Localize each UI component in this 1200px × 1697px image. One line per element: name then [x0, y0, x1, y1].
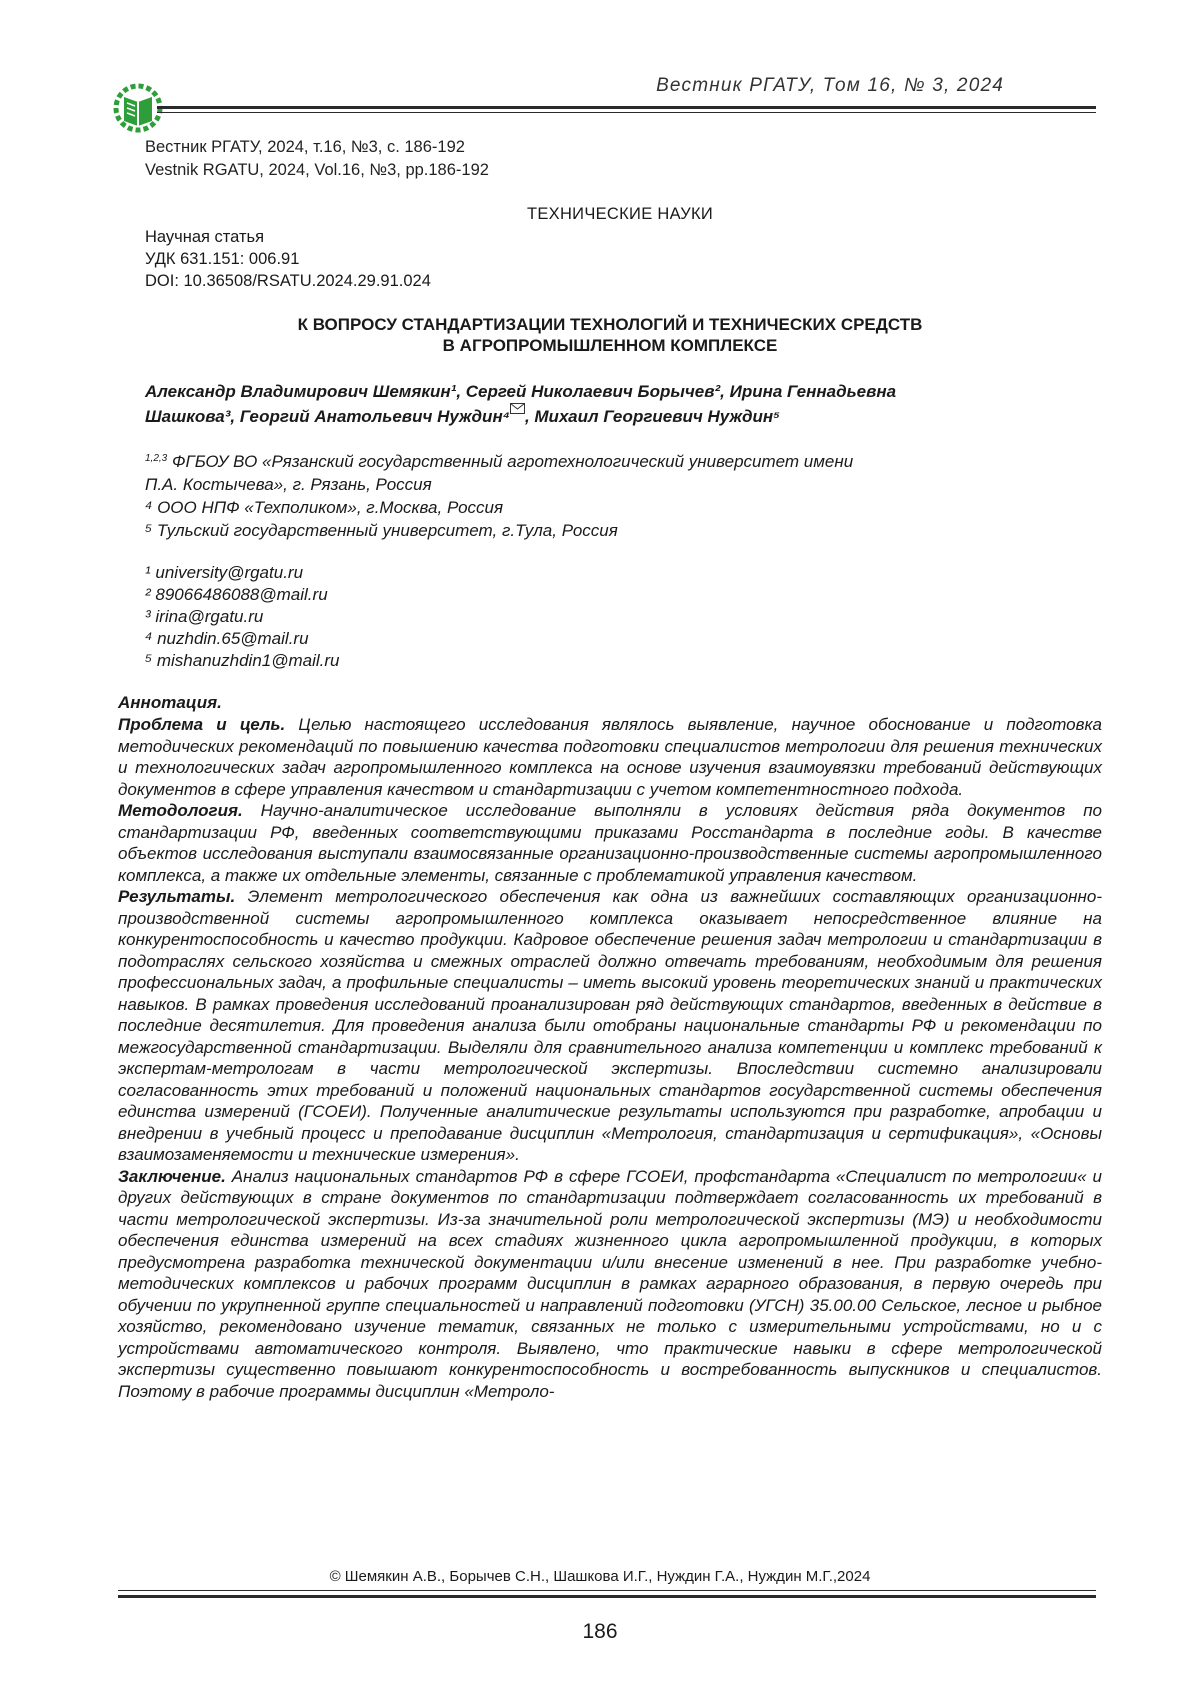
journal-logo-icon: [113, 83, 163, 133]
abstract: [118, 714, 1102, 1402]
abstract-results: [118, 886, 1102, 1166]
citation-ru: Вестник РГАТУ, 2024, т.16, №3, с. 186-192: [145, 138, 465, 156]
authors-line-2b: , Михаил Георгиевич Нуждин⁵: [524, 407, 781, 426]
abstract-label: Заключение.: [118, 1166, 226, 1186]
section-heading: ТЕХНИЧЕСКИЕ НАУКИ: [526, 205, 714, 223]
author-email[interactable]: ⁴ nuzhdin.65@mail.ru: [145, 629, 309, 648]
article-title-line-2: В АГРОПРОМЫШЛЕННОМ КОМПЛЕКСЕ: [442, 336, 778, 355]
author-email[interactable]: ⁵ mishanuzhdin1@mail.ru: [145, 651, 340, 670]
header-rule: [157, 106, 1096, 109]
annotation-heading: Аннотация.: [118, 693, 222, 712]
affiliation-1-cont: П.А. Костычева», г. Рязань, Россия: [145, 475, 432, 494]
footer-rule: [118, 1595, 1096, 1598]
authors-line-2: [145, 403, 1100, 428]
authors-line-1: Александр Владимирович Шемякин¹, Сергей Николаевич Борычев², Ирина Геннадьевна: [145, 382, 897, 401]
doi[interactable]: DOI: 10.36508/RSATU.2024.29.91.024: [145, 272, 431, 290]
abstract-label: Проблема и цель.: [118, 715, 286, 734]
article-title: [120, 314, 1100, 356]
affiliation-1: [145, 452, 853, 472]
affiliation-1-text: ФГБОУ ВО «Рязанский государственный агротехнологический университет имени: [167, 452, 854, 471]
affiliation-3: ⁵ Тульский государственный университет, г.Тула, Россия: [145, 521, 618, 540]
header-rule-thin: [157, 112, 1096, 113]
abstract-problem: [118, 714, 1102, 800]
abstract-text: Элемент метрологического обеспечения как одна из важнейших составляющих организационно-производственной системы агропромышленного комплекса оказывает непосредственное влияние на конкурентоспособность и качество продукции. Кадровое обеспечение решения задач метрологии и стандартизации в подотраслях сельского хозяйства и смежных отраслей должно отвечать требованиям, необходимым для решения профессиональных задач, а профильные специалисты – иметь высокий уровень теоретических знаний и практических навыков. В рамках проведения исследований проанализирован ряд действующих стандартов, введенных в действие в последние десятилетия. Для проведения анализа были отобраны национальные стандарты РФ и рекомендации по межгосударственной стандартизации. Выделяли для сравнительного анализа компетенции и комплекс требований к экспертам-метрологам в части метрологической экспертизы. Впоследствии системно анализировали согласованность этих требований и положений национальных стандартов государственной системы обеспечения единства измерений (ГСОЕИ). Полученные аналитические результаты используются при разработке, апробации и внедрении в учебный процесс и преподавание дисциплин «Метрология, стандартизация и сертификация», «Основы взаимозаменяемости и технические измерения».: [118, 887, 1102, 1164]
author-email[interactable]: ¹ university@rgatu.ru: [145, 563, 304, 582]
abstract-methodology: [118, 800, 1102, 886]
author-email[interactable]: ³ irina@rgatu.ru: [145, 607, 264, 626]
affiliation-2: ⁴ ООО НПФ «Техполиком», г.Москва, Россия: [145, 498, 504, 517]
author-email[interactable]: ² 89066486088@mail.ru: [145, 585, 328, 604]
abstract-label: Методология.: [118, 801, 243, 820]
abstract-text: Научно-аналитическое исследование выполняли в условиях действия ряда документов по стандартизации РФ, введенных соответствующими приказами Росстандарта в последние годы. В качестве объектов исследования выступали взаимосвязанные организационно-производственные системы агропромышленного комплекса, а также их отдельные элементы, связанные с проблематикой управления качеством.: [118, 801, 1102, 885]
envelope-icon: [510, 403, 525, 414]
abstract-text: Анализ национальных стандартов РФ в сфере ГСОЕИ, профстандарта «Специалист по метрологии« и других действующих в стране документов по стандартизации подтверждает согласованность их требований в части метрологической экспертизы. Из-за значительной роли метрологической экспертизы (МЭ) и необходимости обеспечения единства измерений на всех стадиях жизненного цикла агропромышленной продукции, в которых предусмотрена разработка технической документации и/или внесение изменений в нее. При разработке учебно-методических комплексов и рабочих программ дисциплин в рамках аграрного образования, в первую очередь при обучении по укрупненной группе специальностей и направлений подготовки (УГСН) 35.00.00 Сельское, лесное и рыбное хозяйство, рекомендовано изучение тематик, связанных не только с измерительными устройствами, но и с устройствами автоматического контроля. Выявлено, что практические навыки в сфере метрологической экспертизы существенно повышают конкурентоспособность и востребованность выпускников и специалистов. Поэтому в рабочие программы дисциплин «Метроло-: [118, 1166, 1102, 1401]
author-list: [145, 380, 1100, 428]
abstract-label: Результаты.: [118, 887, 236, 906]
authors-line-2a: Шашкова³, Георгий Анатольевич Нуждин⁴: [145, 407, 510, 426]
abstract-conclusion: [118, 1166, 1102, 1403]
abstract-text: Целью настоящего исследования являлось выявление, научное обоснование и подготовка методических рекомендаций по повышению качества подготовки специалистов метрологии для решения технических и технологических задач агропромышленного комплекса на основе изучения взаимоувязки требований действующих документов в сфере управления качеством и стандартизации с учетом компетентностного подхода.: [118, 715, 1102, 799]
page-number: 186: [582, 1620, 618, 1643]
citation-en: Vestnik RGATU, 2024, Vol.16, №3, pp.186-192: [145, 161, 489, 179]
running-head: Вестник РГАТУ, Том 16, № 3, 2024: [656, 75, 1004, 96]
footer-rule-thin: [118, 1590, 1096, 1591]
article-type: Научная статья: [145, 228, 265, 246]
copyright-notice: © Шемякин А.В., Борычев С.Н., Шашкова И.Г., Нуждин Г.А., Нуждин М.Г.,2024: [329, 1568, 871, 1585]
affiliation-1-marker: 1,2,3: [145, 453, 168, 464]
udc-code: УДК 631.151: 006.91: [145, 250, 300, 268]
article-title-line-1: К ВОПРОСУ СТАНДАРТИЗАЦИИ ТЕХНОЛОГИЙ И ТЕХНИЧЕСКИХ СРЕДСТВ: [297, 315, 923, 334]
